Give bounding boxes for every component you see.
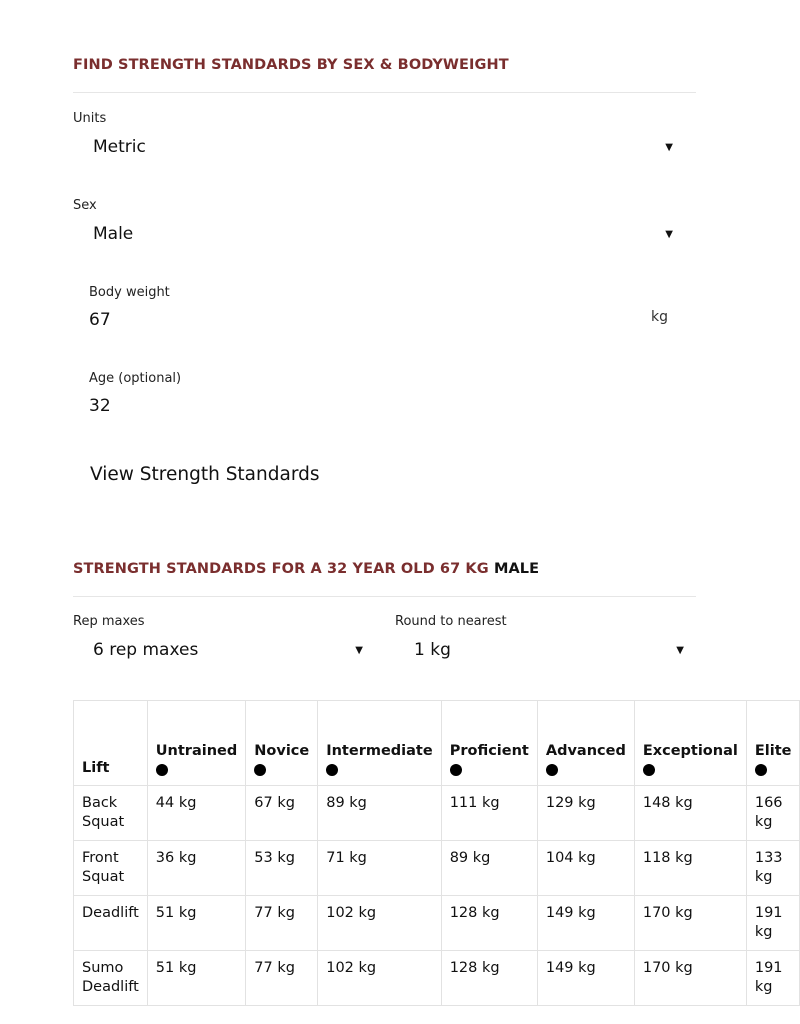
units-select[interactable] (93, 132, 673, 162)
table-cell: 89 kg (441, 841, 537, 896)
table-cell: 128 kg (441, 951, 537, 1006)
standards-table (73, 700, 800, 1006)
table-cell: 53 kg (246, 841, 318, 896)
table-row (74, 786, 800, 841)
round-select[interactable] (414, 635, 684, 665)
age-input[interactable]: 32 (89, 396, 111, 416)
level-dot-icon (156, 764, 168, 776)
rep-maxes-select-value: 6 rep maxes (93, 640, 199, 660)
standards-table-container[interactable] (73, 700, 792, 995)
lift-name: Back Squat (74, 786, 148, 841)
table-cell: 149 kg (537, 951, 634, 1006)
header-exceptional (634, 701, 746, 786)
table-cell: 36 kg (147, 841, 245, 896)
table-cell: 89 kg (318, 786, 441, 841)
table-cell: 67 kg (246, 786, 318, 841)
standards-title-sex: MALE (493, 561, 540, 577)
header-proficient-label: Proficient (449, 743, 529, 759)
header-elite-label: Elite (754, 743, 792, 759)
level-dot-icon (254, 764, 266, 776)
chevron-down-icon: ▼ (665, 228, 673, 240)
chevron-down-icon: ▼ (676, 644, 684, 656)
age-label: Age (optional) (89, 371, 182, 386)
header-advanced (537, 701, 634, 786)
sex-select-value: Male (93, 224, 134, 244)
table-cell: 166 kg (746, 786, 800, 841)
table-cell: 170 kg (634, 951, 746, 1006)
header-novice (246, 701, 318, 786)
units-select-value: Metric (93, 137, 146, 157)
header-proficient (441, 701, 537, 786)
finder-divider (73, 92, 696, 93)
header-advanced-label: Advanced (545, 743, 626, 759)
standards-title (73, 561, 539, 577)
table-cell: 133 kg (746, 841, 800, 896)
finder-title: FIND STRENGTH STANDARDS BY SEX & BODYWEIGHT (73, 57, 509, 73)
sex-label: Sex (73, 198, 97, 213)
header-intermediate (318, 701, 441, 786)
table-cell: 51 kg (147, 951, 245, 1006)
standards-divider (73, 596, 696, 597)
table-cell: 191 kg (746, 951, 800, 1006)
table-cell: 170 kg (634, 896, 746, 951)
table-cell: 128 kg (441, 896, 537, 951)
round-label: Round to nearest (395, 614, 507, 629)
rep-maxes-select[interactable] (93, 635, 363, 665)
table-cell: 148 kg (634, 786, 746, 841)
table-cell: 104 kg (537, 841, 634, 896)
view-standards-button[interactable]: View Strength Standards (90, 464, 320, 485)
table-cell: 77 kg (246, 896, 318, 951)
table-header-row (74, 701, 800, 786)
level-dot-icon (326, 764, 338, 776)
units-label: Units (73, 111, 107, 126)
lift-name: Front Squat (74, 841, 148, 896)
bodyweight-label: Body weight (89, 285, 170, 300)
table-cell: 191 kg (746, 896, 800, 951)
table-cell: 77 kg (246, 951, 318, 1006)
table-row (74, 841, 800, 896)
sex-select[interactable] (93, 219, 673, 249)
header-intermediate-label: Intermediate (326, 743, 433, 759)
lift-name: Sumo Deadlift (74, 951, 148, 1006)
table-cell: 149 kg (537, 896, 634, 951)
level-dot-icon (643, 764, 655, 776)
table-row (74, 951, 800, 1006)
rep-maxes-label: Rep maxes (73, 614, 145, 629)
header-elite (746, 701, 800, 786)
standards-title-prefix: STRENGTH STANDARDS FOR A 32 YEAR OLD 67 KG (73, 561, 489, 577)
table-cell: 51 kg (147, 896, 245, 951)
bodyweight-input[interactable]: 67 (89, 310, 111, 330)
table-cell: 129 kg (537, 786, 634, 841)
chevron-down-icon: ▼ (355, 644, 363, 656)
header-untrained (147, 701, 245, 786)
round-select-value: 1 kg (414, 640, 451, 660)
table-cell: 111 kg (441, 786, 537, 841)
table-cell: 102 kg (318, 896, 441, 951)
header-untrained-label: Untrained (155, 743, 238, 759)
header-exceptional-label: Exceptional (642, 743, 738, 759)
table-cell: 71 kg (318, 841, 441, 896)
level-dot-icon (450, 764, 462, 776)
table-cell: 102 kg (318, 951, 441, 1006)
chevron-down-icon: ▼ (665, 141, 673, 153)
header-lift: Lift (74, 701, 148, 786)
lift-name: Deadlift (74, 896, 148, 951)
table-row (74, 896, 800, 951)
header-novice-label: Novice (254, 743, 310, 759)
level-dot-icon (546, 764, 558, 776)
level-dot-icon (755, 764, 767, 776)
bodyweight-unit: kg (651, 309, 668, 325)
table-cell: 118 kg (634, 841, 746, 896)
table-cell: 44 kg (147, 786, 245, 841)
